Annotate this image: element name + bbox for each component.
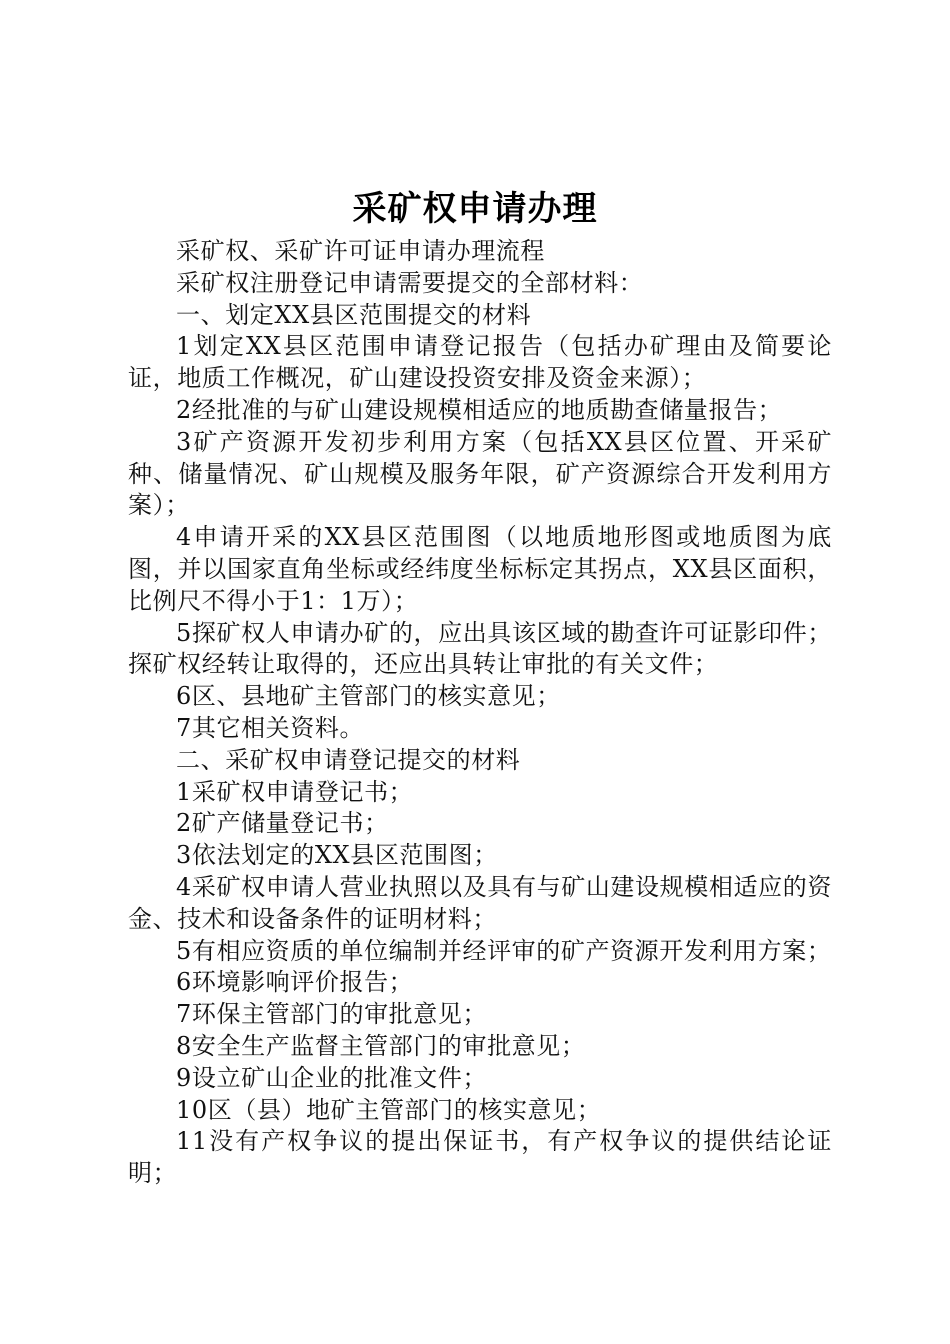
list-item: 4采矿权申请人营业执照以及具有与矿山建设规模相适应的资金、技术和设备条件的证明材料；: [128, 872, 832, 933]
section-heading-2: 二、采矿权申请登记提交的材料: [176, 745, 521, 774]
section-heading-1: 一、划定XX县区范围提交的材料: [176, 300, 532, 329]
list-item: 5探矿权人申请办矿的，应出具该区域的勘查许可证影印件；探矿权经转让取得的，还应出具转让审批的有关文件；: [128, 618, 832, 679]
list-item: 11没有产权争议的提出保证书，有产权争议的提供结论证明；: [128, 1127, 832, 1188]
paragraph-process-heading: 采矿权、采矿许可证申请办理流程: [176, 237, 545, 265]
list-item: 1采矿权申请登记书；: [176, 777, 414, 806]
list-item: 4申请开采的XX县区范围图（以地质地形图或地质图为底图，并以国家直角坐标或经纬度坐标标定其拐点，XX县区面积，比例尺不得小于1：1万）；: [128, 523, 832, 615]
list-item: 7其它相关资料。: [176, 713, 365, 742]
list-item: 2矿产储量登记书；: [176, 809, 389, 838]
list-item: 6区、县地矿主管部门的核实意见；: [176, 682, 561, 711]
list-item: 10区（县）地矿主管部门的核实意见；: [176, 1095, 602, 1124]
list-item: 2经批准的与矿山建设规模相适应的地质勘查储量报告；: [176, 395, 783, 424]
list-item: 1划定XX县区范围申请登记报告（包括办矿理由及简要论证，地质工作概况，矿山建设投资安排及资金来源）；: [128, 332, 832, 393]
paragraph-required-materials: 采矿权注册登记申请需要提交的全部材料：: [176, 268, 644, 297]
document-body: [128, 236, 832, 1190]
list-item: 9设立矿山企业的批准文件；: [176, 1063, 488, 1092]
list-item: 5有相应资质的单位编制并经评审的矿产资源开发利用方案；: [176, 936, 832, 965]
document-title: 采矿权申请办理: [352, 189, 598, 229]
list-item: 6环境影响评价报告；: [176, 968, 414, 997]
list-item: 3矿产资源开发初步利用方案（包括XX县区位置、开采矿种、储量情况、矿山规模及服务年限，矿产资源综合开发利用方案）；: [128, 427, 832, 520]
list-item: 8安全生产监督主管部门的审批意见；: [176, 1031, 586, 1060]
list-item: 7环保主管部门的审批意见；: [176, 1000, 488, 1029]
list-item: 3依法划定的XX县区范围图；: [176, 841, 498, 870]
